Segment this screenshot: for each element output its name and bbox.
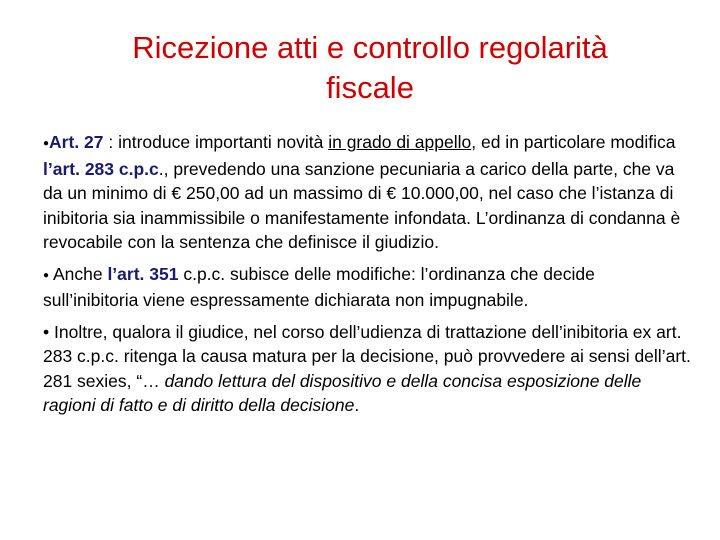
italic-quote: dando lettura del dispositivo e della concisa esposizione delle ragioni di fatto e di diritto della decisione (43, 370, 642, 415)
article-reference: l’art. 351 (107, 263, 179, 284)
paragraph-text: Inoltre, qualora il giudice, nel corso dell’udienza di trattazione dell’inibitoria ex art. 283 c.p.c. ritenga la causa matura per la decisione, può provvedere ai sensi dell’art. 281 sexies, “… (43, 321, 691, 391)
title-line-1: Ricezione atti e controllo regolarità (132, 30, 608, 65)
paragraph-text: c.p.c. subisce delle modifiche: l’ordinanza che decide sull’inibitoria viene espressamente dichiarata non impugnabile. (43, 263, 595, 310)
paragraph-art-351 (43, 262, 693, 313)
article-reference: l’art. 283 c.p.c (43, 158, 159, 179)
underlined-text: in grado di appello (328, 132, 472, 152)
paragraph-text: : introduce importanti novità (103, 132, 329, 152)
title-line-2: fiscale (326, 70, 414, 105)
paragraph-text: Anche (49, 263, 108, 284)
article-reference: Art. 27 (49, 132, 104, 152)
paragraph-art-27 (43, 130, 693, 255)
paragraph-text: . (354, 395, 360, 415)
paragraph-inoltre (43, 320, 693, 418)
paragraph-text: , ed in particolare modifica (471, 132, 676, 152)
slide-body (43, 130, 693, 418)
bullet-icon: • (43, 321, 50, 342)
bullet-icon: ● (43, 269, 50, 281)
paragraph-text: ., prevedendo una sanzione pecuniaria a carico della parte, che va da un minimo di € 250,00 ad un massimo di € 10.000,00, nel caso che l’istanza di inibitoria sia inammissibile o manifestamente infondata. L’ordinanza di condanna è revocabile con la sentenza che definisce il giudizio. (43, 158, 681, 252)
bullet-icon: ● (43, 138, 50, 149)
slide-title (40, 28, 700, 108)
